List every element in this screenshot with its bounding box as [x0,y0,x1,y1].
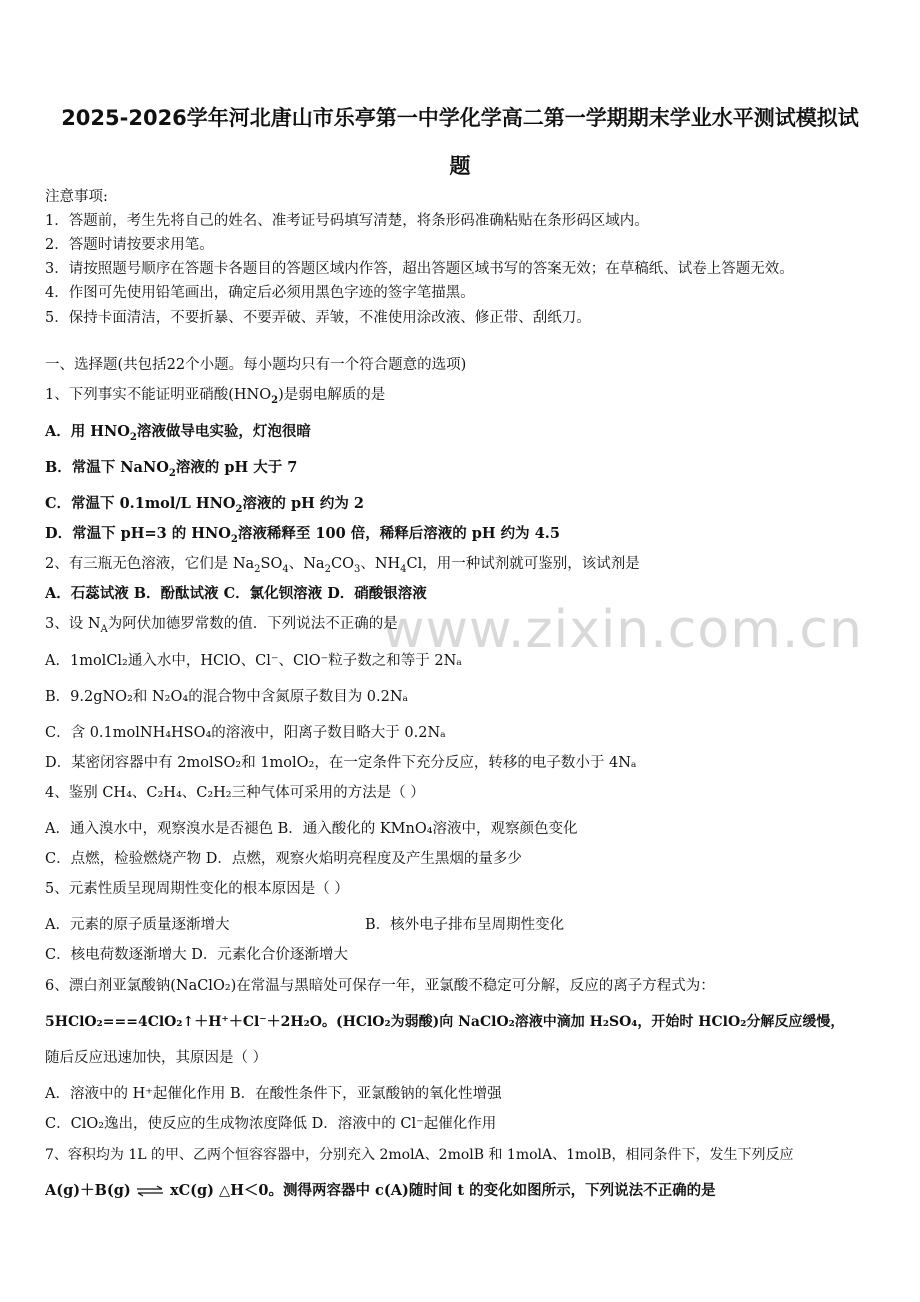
note-1: 1．答题前，考生先将自己的姓名、准考证号码填写清楚，将条形码准确粘贴在条形码区域内。 [45,213,649,229]
q2-options: A．石蕊试液 B．酚酞试液 C．氯化钡溶液 D．硝酸银溶液 [45,585,427,602]
q4-options-cd: C．点燃，检验燃烧产物 D．点燃，观察火焰明亮程度及产生黑烟的量多少 [45,851,522,867]
q3-option-d: D．某密闭容器中有 2molSO₂和 1molO₂，在一定条件下充分反应，转移的电子数小于 4Nₐ [45,755,637,771]
q6-stem-line2: 5HClO₂===4ClO₂↑＋H⁺＋Cl⁻＋2H₂O。(HClO₂为弱酸)向 NaClO₂溶液中滴加 H₂SO₄，开始时 HClO₂分解反应缓慢， [45,1014,845,1030]
exam-title-line2: 题 [449,154,471,178]
q6-stem-line3: 随后反应迅速加快，其原因是（ ） [45,1050,268,1066]
note-4: 4．作图可先使用铅笔画出，确定后必须用黑色字迹的签字笔描黑。 [45,285,475,301]
exam-title-line1: 2025-2026学年河北唐山市乐亭第一中学化学高二第一学期期末学业水平测试模拟试 [61,106,859,130]
q7-stem-line1: 7、容积均为 1L 的甲、乙两个恒容容器中，分别充入 2molA、2molB 和 1molA、1molB，相同条件下，发生下列反应 [45,1147,794,1163]
q5-option-a: A．元素的原子质量逐渐增大 [45,917,230,933]
q3-option-a: A．1molCl₂通入水中，HClO、Cl⁻、ClO⁻粒子数之和等于 2Nₐ [45,653,462,669]
q1-option-b: B．常温下 NaNO$_2$溶液的 pH 大于 7 [45,459,298,479]
notes-heading: 注意事项: [45,189,108,205]
q6-stem-line1: 6、漂白剂亚氯酸钠(NaClO₂)在常温与黑暗处可保存一年，亚氯酸不稳定可分解，反应的离子方程式为： [45,978,715,994]
watermark: www.zixin.com.cn [382,600,863,660]
q7-stem-line2: A(g)＋B(g) xC(g) △H＜0。测得两容器中 c(A)随时间 t 的变化如图所示，下列说法不正确的是 [45,1182,716,1199]
q5-option-b: B．核外电子排布呈周期性变化 [365,917,565,933]
note-3: 3．请按照题号顺序在答题卡各题目的答题区域内作答，超出答题区域书写的答案无效；在草稿纸、试卷上答题无效。 [45,261,794,277]
equilibrium-arrow-icon [135,1185,165,1197]
q3-option-c: C．含 0.1molNH₄HSO₄的溶液中，阳离子数目略大于 0.2Nₐ [45,725,446,741]
q4-options-ab: A．通入溴水中，观察溴水是否褪色 B．通入酸化的 KMnO₄溶液中，观察颜色变化 [45,821,578,837]
q2-stem: 2、有三瓶无色溶液，它们是 $Na_2SO_4$、$Na_2CO_3$、$NH_4Cl$，用一种试剂就可鉴别，该试剂是 [45,556,640,575]
note-2: 2．答题时请按要求用笔。 [45,237,214,253]
q6-options-cd: C．ClO₂逸出，使反应的生成物浓度降低 D．溶液中的 Cl⁻起催化作用 [45,1116,497,1132]
q5-options-cd: C．核电荷数逐渐增大 D．元素化合价逐渐增大 [45,947,348,963]
q1-option-a: A．用 $HNO_2$溶液做导电实验，灯泡很暗 [45,423,311,443]
q5-stem: 5、元素性质呈现周期性变化的根本原因是（ ） [45,881,349,897]
section-heading: 一、选择题(共包括22个小题。每小题均只有一个符合题意的选项) [45,357,467,373]
q3-stem: 3、设 $N_A$为阿伏加德罗常数的值．下列说法不正确的是 [45,616,398,635]
q1-option-d: D．常温下 pH=3 的 $HNO_2$溶液稀释至 100 倍，稀释后溶液的 pH 约为 4.5 [45,525,560,545]
q1-stem: 1、下列事实不能证明亚硝酸$(HNO_2)$是弱电解质的是 [45,387,386,406]
q4-stem: 4、鉴别 CH₄、C₂H₄、C₂H₂三种气体可采用的方法是（ ） [45,785,425,801]
q6-options-ab: A．溶液中的 H⁺起催化作用 B．在酸性条件下，亚氯酸钠的氧化性增强 [45,1086,502,1102]
note-5: 5．保持卡面清洁，不要折暴、不要弄破、弄皱，不准使用涂改液、修正带、刮纸刀。 [45,310,591,326]
q1-option-c: C．常温下 0.1mol/L $HNO_2$溶液的 pH 约为 2 [45,495,365,515]
q3-option-b: B．9.2gNO₂和 N₂O₄的混合物中含氮原子数目为 0.2Nₐ [45,689,409,705]
